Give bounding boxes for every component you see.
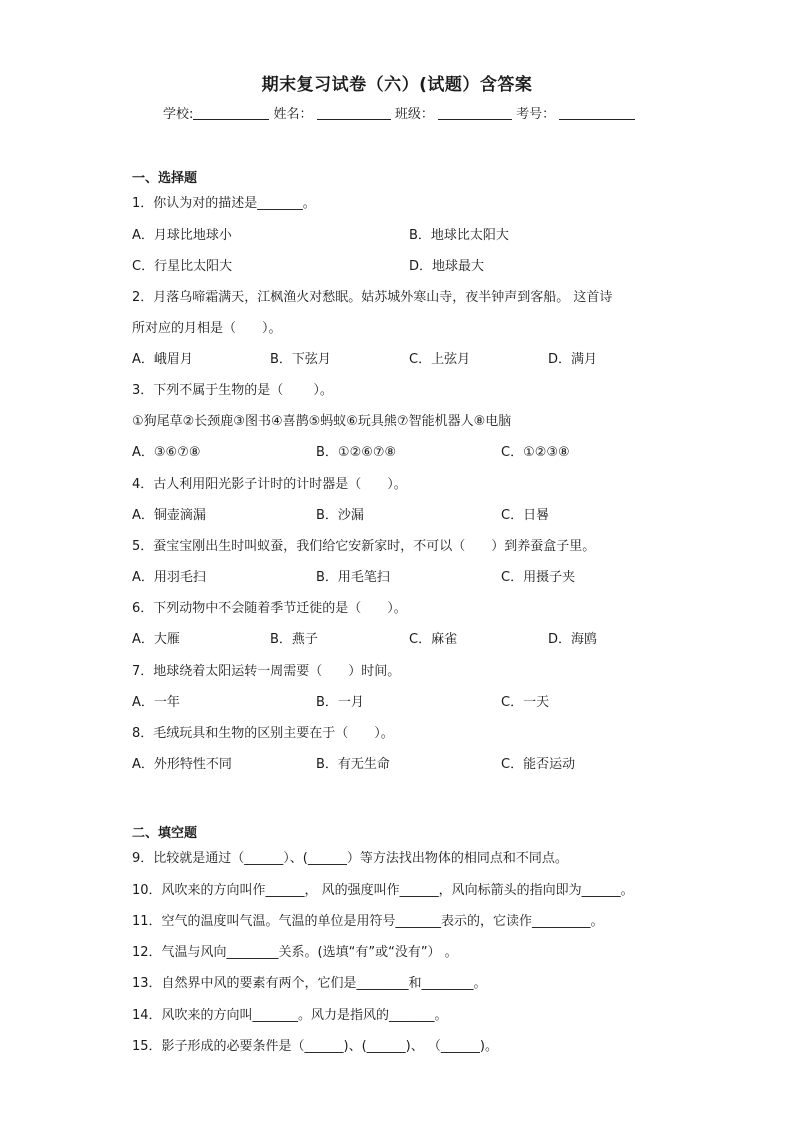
q2-option-a: A．峨眉月: [132, 352, 193, 367]
question-3-stem: 3．下列不属于生物的是（ ）。: [132, 383, 333, 398]
q4-option-c: C．日晷: [501, 508, 550, 523]
page-title: 期末复习试卷（六）(试题）含答案: [261, 75, 533, 95]
question-7-stem: 7．地球绕着太阳运转一周需要（ ）时间。: [132, 664, 401, 679]
q1-option-b: B．地球比太阳大: [409, 228, 509, 243]
question-2-stem-cont: 所对应的月相是（ ）。: [132, 321, 282, 336]
school-label: 学校:: [163, 107, 194, 122]
question-14: 14．风吹来的方向叫_______。风力是指风的_______。: [132, 1008, 448, 1023]
q7-option-c: C．一天: [501, 695, 550, 710]
q5-option-b: B．用毛笔扫: [316, 570, 390, 585]
question-2-stem: 2．月落乌啼霜满天，江枫渔火对愁眠。姑苏城外寒山寺，夜半钟声到客船。 这首诗: [132, 290, 613, 305]
school-field[interactable]: [193, 105, 269, 120]
q6-option-a: A．大雁: [132, 632, 180, 647]
number-label: 考号：: [516, 107, 556, 122]
q2-option-c: C．上弦月: [409, 352, 471, 367]
question-4-stem: 4．古人利用阳光影子计时的计时器是（ ）。: [132, 477, 407, 492]
question-12: 12．气温与风向________关系。(选填“有”或“没有”） 。: [132, 945, 458, 960]
question-1-stem: 1．你认为对的描述是_______。: [132, 196, 316, 211]
q5-option-c: C．用摄子夹: [501, 570, 576, 585]
q6-option-b: B．燕子: [270, 632, 318, 647]
q2-option-b: B．下弦月: [270, 352, 331, 367]
q3-option-c: C．①②③⑧: [501, 445, 570, 460]
q1-option-a: A．月球比地球小: [132, 228, 232, 243]
question-11: 11．空气的温度叫气温。气温的单位是用符号_______表示的，它读作_________。: [132, 914, 604, 929]
q4-option-a: A．铜壶滴漏: [132, 508, 206, 523]
q8-option-a: A．外形特性不同: [132, 757, 232, 772]
q1-option-d: D．地球最大: [409, 259, 485, 274]
q7-option-a: A．一年: [132, 695, 180, 710]
question-15: 15．影子形成的必要条件是（______)、(______)、 （______)。: [132, 1039, 498, 1054]
class-label: 班级：: [394, 107, 434, 122]
question-9: 9．比较就是通过（______）、(______）等方法找出物体的相同点和不同点。: [132, 851, 568, 866]
q3-option-a: A．③⑥⑦⑧: [132, 445, 201, 460]
q1-option-c: C．行星比太阳大: [132, 259, 233, 274]
question-3-items: ①狗尾草②长颈鹿③图书④喜鹊⑤蚂蚁⑥玩具熊⑦智能机器人⑧电脑: [132, 414, 512, 429]
question-8-stem: 8．毛绒玩具和生物的区别主要在于（ ）。: [132, 726, 394, 741]
number-field[interactable]: [559, 105, 635, 120]
student-info-line: [163, 103, 635, 122]
q4-option-b: B．沙漏: [316, 508, 364, 523]
section-heading-choice: 一、选择题: [132, 171, 198, 186]
q2-option-d: D．满月: [548, 352, 598, 367]
q8-option-c: C．能否运动: [501, 757, 576, 772]
name-label: 姓名：: [273, 107, 313, 122]
question-6-stem: 6．下列动物中不会随着季节迁徙的是（ ）。: [132, 601, 407, 616]
q6-option-d: D．海鸥: [548, 632, 598, 647]
question-13: 13．自然界中风的要素有两个，它们是________和________。: [132, 976, 487, 991]
name-field[interactable]: [317, 105, 391, 120]
q3-option-b: B．①②⑥⑦⑧: [316, 445, 397, 460]
q6-option-c: C．麻雀: [409, 632, 458, 647]
question-5-stem: 5．蚕宝宝刚出生时叫蚁蚕，我们给它安新家时，不可以（ ）到养蚕盒子里。: [132, 539, 596, 554]
q5-option-a: A．用羽毛扫: [132, 570, 206, 585]
question-10: 10．风吹来的方向叫作______， 风的强度叫作______，风向标箭头的指向即为______。: [132, 883, 634, 898]
q8-option-b: B．有无生命: [316, 757, 390, 772]
class-field[interactable]: [438, 105, 512, 120]
section-heading-fill: 二、填空题: [132, 826, 198, 841]
q7-option-b: B．一月: [316, 695, 364, 710]
